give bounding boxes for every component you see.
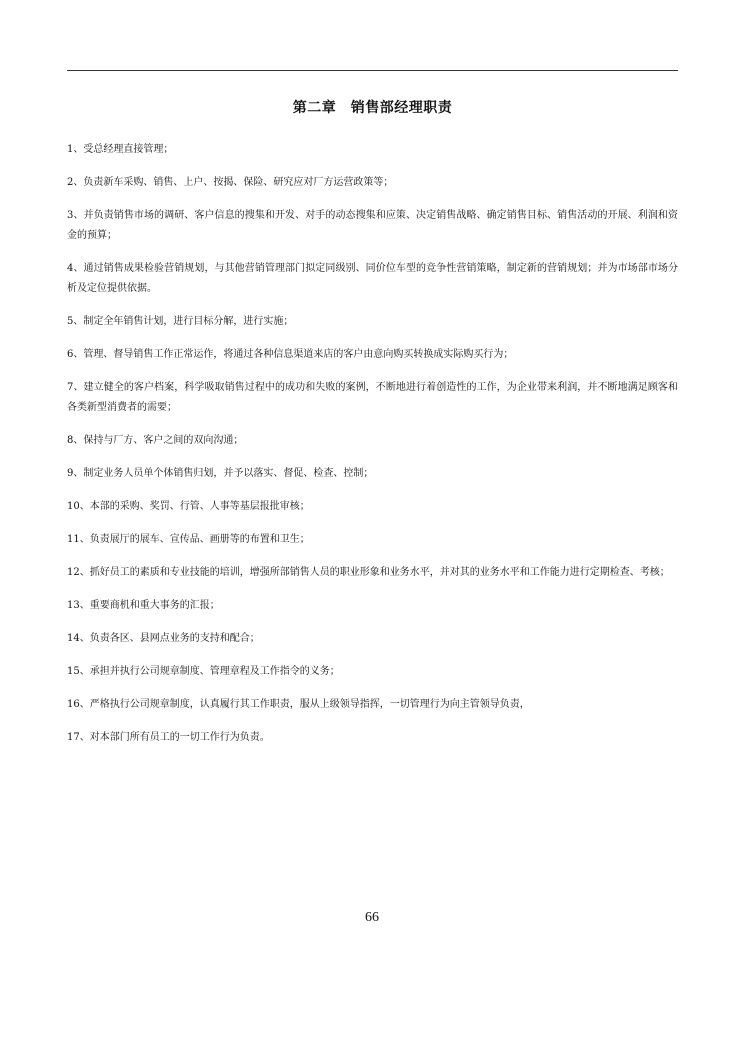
duty-item-13: 13、重要商机和重大事务的汇报； — [67, 600, 220, 611]
duty-item-12: 12、抓好员工的素质和专业技能的培训，增强所部销售人员的职业形象和业务水平，并对其的业务水平和工作能力进行定期检查、考核； — [67, 567, 670, 578]
page-number: 66 — [365, 910, 379, 925]
duty-item-1: 1、受总经理直接管理； — [67, 144, 174, 155]
duty-list — [67, 140, 678, 761]
duty-item-15: 15、承担并执行公司规章制度、管理章程及工作指令的义务； — [67, 666, 340, 677]
duty-item-8: 8、保持与厂方、客户之间的双向沟通； — [67, 435, 244, 446]
duty-item-6: 6、管理、督导销售工作正常运作，将通过各种信息渠道来店的客户由意向购买转换成实际购买行为； — [67, 349, 514, 360]
duty-item-10: 10、本部的采购、奖罚、行管、人事等基层报批审核； — [67, 501, 310, 512]
duty-item-3: 3、并负责销售市场的调研、客户信息的搜集和开发、对手的动态搜集和应策、决定销售战略、确定销售目标、销售活动的开展、利润和资金的预算； — [67, 210, 678, 241]
duty-item-11: 11、负责展厅的展车、宣传品、画册等的布置和卫生； — [67, 534, 310, 545]
duty-item-17: 17、对本部门所有员工的一切工作行为负责。 — [67, 732, 270, 743]
header-rule — [67, 70, 678, 71]
duty-item-14: 14、负责各区、县网点业务的支持和配合； — [67, 633, 260, 644]
duty-item-4: 4、通过销售成果检验营销规划，与其他营销管理部门拟定同级别、同价位车型的竞争性营销策略，制定新的营销规划；并为市场部市场分析及定位提供依据。 — [67, 263, 678, 294]
duty-item-5: 5、制定全年销售计划，进行目标分解，进行实施； — [67, 316, 294, 327]
chapter-title: 第二章 销售部经理职责 — [292, 100, 453, 116]
duty-item-9: 9、制定业务人员单个体销售归划，并予以落实、督促、检查、控制； — [67, 468, 374, 479]
duty-item-2: 2、负责新车采购、销售、上户、按揭、保险、研究应对厂方运营政策等； — [67, 177, 394, 188]
duty-item-16: 16、严格执行公司规章制度，认真履行其工作职责，服从上级领导指挥，一切管理行为向主管领导负责， — [67, 699, 530, 710]
duty-item-7: 7、建立健全的客户档案，科学吸取销售过程中的成功和失败的案例，不断地进行着创造性的工作，为企业带来利润，并不断地满足顾客和各类新型消费者的需要； — [67, 382, 678, 413]
